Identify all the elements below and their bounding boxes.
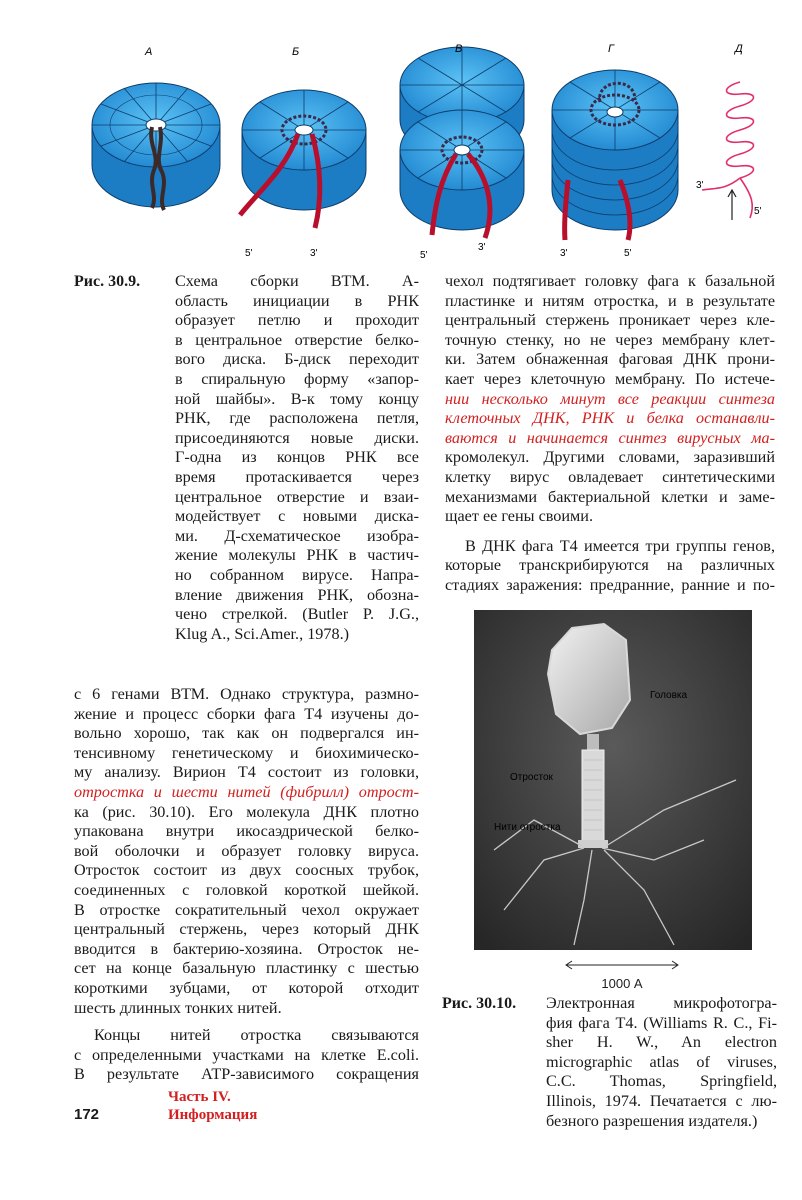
- panel-g-helix-stack: [552, 70, 678, 259]
- d-three-prime-label: 3': [696, 180, 704, 191]
- panel-a-disk: [92, 83, 220, 210]
- label-tail: Отросток: [510, 772, 553, 783]
- panel-letter-a: А: [145, 46, 153, 58]
- scale-bar: [562, 958, 682, 991]
- label-fibers: Нити отростка: [494, 822, 561, 833]
- scale-bar-arrow-icon: [562, 959, 682, 971]
- phage-head: [548, 624, 630, 734]
- part-title: Часть IV. Информация: [168, 1089, 258, 1123]
- panel-v-disk-stack: [400, 47, 524, 261]
- scale-bar-label: 1000 А: [601, 976, 643, 991]
- figure-30-10-caption-label: Рис. 30.10.: [442, 995, 517, 1012]
- phage-neck: [587, 734, 599, 752]
- panel-letter-v: В: [455, 43, 463, 55]
- b-five-prime-label: 5': [245, 248, 253, 259]
- phage-t4-micrograph: [474, 610, 752, 950]
- left-column-text: с 6 генами ВТМ. Однако структура, размно- жение и процесс сборки фага Т4 изучены до- вольно хорошо, так как он подвергался ин- тенсивному генетическому и биохимическо- му анализу. Вирион Т4 состоит из головки, отростка и шести нитей (фибрилл) отрост- ка (рис. 30.10). Его молекула ДНК плотно упакована внутри икосаэдрической белко- вой оболочки и образует головку вируса. Отросток состоит из двух соосных трубок, соединенных с головкой короткой шейкой. В отростке сократительный чехол окружает центральный стержень, через который ДНК вводится в бактерию-хозяина. Отросток не- сет на конце базальную пластинку с шестью короткими зубцами, от которой отходит шесть длинных тонких нитей. Концы нитей отростка связываются с определенными участками на клетке E.coli. В результате АТР-зависимого сокращения: [74, 685, 419, 1084]
- panel-letter-d: Д: [735, 43, 743, 55]
- figure-30-9-caption-label: Рис. 30.9.: [74, 273, 141, 290]
- figure-30-9: [60, 30, 800, 265]
- panel-d-rna-schematic: [696, 82, 762, 220]
- g-five-prime-label: 5': [624, 248, 632, 259]
- g-three-prime-label: 3': [560, 248, 568, 259]
- v-five-prime-label: 5': [420, 250, 428, 261]
- figure-30-10-caption: Электронная микрофотогра- фия фага Т4. (Williams R. C., Fi- sher H. W., An electron micrographic atlas of viruses, C.C. Thomas, Springfield, Illinois, 1974. Печатается с лю- безного разрешения издателя.): [546, 994, 777, 1130]
- direction-arrow-icon: [728, 190, 736, 220]
- d-five-prime-label: 5': [754, 206, 762, 217]
- micrograph-image: [474, 610, 752, 950]
- page-number: 172: [74, 1106, 100, 1123]
- v-three-prime-label: 3': [478, 242, 486, 253]
- right-column-text: чехол подтягивает головку фага к базальной пластинке и нитям отростка, и в результате центральный стержень проникает через кле- точную стенку, но не через мембрану клет- ки. Затем обнаженная фаговая ДНК прони- кает через клеточную мембрану. По истече- нии несколько минут все реакции синтеза клеточных ДНК, РНК и белка останавли- ваются и начинается синтез вирусных ма- кромолекул. Другими словами, заразивший клетку вирус овладевает синтетическими механизмами бактериальной клетки и заме- щает ее гены своими. В ДНК фага Т4 имеется три группы генов, которые транскрибируются на различных стадиях заражения: предранние, ранние и по-: [445, 272, 775, 594]
- panel-letter-g: Г: [608, 43, 614, 55]
- panel-letter-b: Б: [292, 46, 300, 58]
- figure-30-9-caption: Схема сборки ВТМ. А- область инициации в РНК образует петлю и проходит в центральное отверстие белко- вого диска. Б-диск переходит в спиральную форму «запор- ной шайбы». В-к тому концу РНК, где расположена петля, присоединяются новые диски. Г-одна из концов РНК все время протаскивается через центральное отверстие и взаи- модействует с новыми диска- ми. Д-схематическое изобра- жение молекулы РНК в частич- но собранном вирусе. Напра- вление движения РНК, обозна- чено стрелкой. (Butler P. J.G., Klug A., Sci.Amer., 1978.): [175, 272, 419, 643]
- b-three-prime-label: 3': [310, 248, 318, 259]
- label-head: Головка: [650, 690, 688, 701]
- panel-b-disk: [240, 90, 366, 259]
- tmv-assembly-diagram: [60, 30, 800, 265]
- phage-tail: [582, 750, 604, 842]
